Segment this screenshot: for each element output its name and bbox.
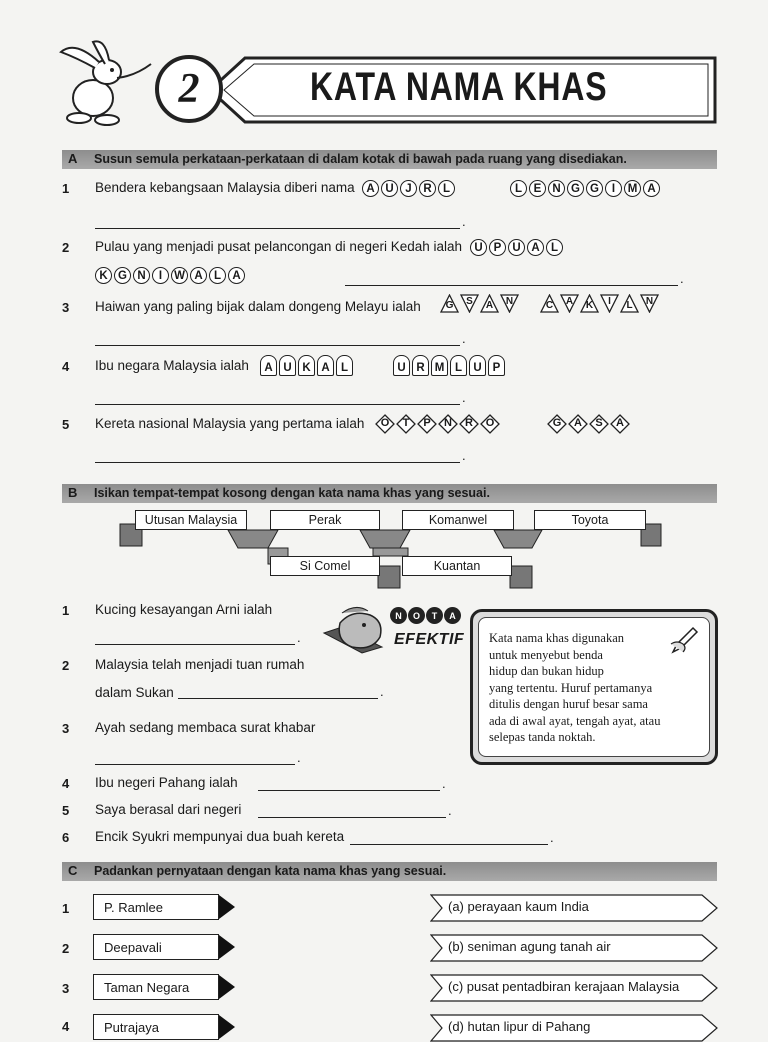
letter-tiles [260, 355, 353, 376]
header-banner [150, 55, 720, 125]
answer-line[interactable] [350, 844, 548, 845]
question-number: 5 [62, 803, 70, 818]
letter-tile: O [375, 414, 395, 434]
question-number: 3 [62, 300, 70, 315]
letter-tile: G [586, 180, 603, 197]
question-text: Pulau yang menjadi pusat pelancongan di negeri Kedah ialah [95, 239, 463, 254]
letter-tile: A [527, 239, 544, 256]
note-text: Kata nama khas digunakan untuk menyebut benda hidup dan bukan hidup yang tertentu. Huruf pertamanya ditulis dengan huruf besar sama ada di awal ayat, tengah ayat, atau selepas tanda noktah. [489, 631, 661, 744]
answer-line[interactable] [258, 817, 446, 818]
match-left-item[interactable]: Putrajaya [93, 1014, 219, 1040]
section-letter: B [68, 485, 78, 500]
period: . [442, 776, 446, 791]
letter-tile: A [610, 414, 630, 434]
letter-tile: U [470, 239, 487, 256]
letter-tile: N [548, 180, 565, 197]
question-text: Ibu negara Malaysia ialah [95, 358, 249, 373]
arrow-right-icon [219, 935, 235, 959]
letter-tile: L [450, 355, 467, 376]
question-text: Ibu negeri Pahang ialah [95, 775, 238, 790]
letter-tile: G [567, 180, 584, 197]
chapter-number-badge [155, 55, 223, 123]
rabbit-mascot-icon [55, 38, 165, 128]
letter-tile: K [580, 294, 599, 313]
letter-tiles [510, 180, 660, 197]
section-letter: A [68, 151, 78, 166]
period: . [680, 271, 684, 286]
word-box: Utusan Malaysia [135, 510, 247, 530]
period: . [462, 448, 466, 463]
letter-tile: L [620, 294, 639, 313]
section-letter: C [68, 863, 78, 878]
match-number: 4 [62, 1019, 70, 1034]
letter-tile: T [396, 414, 416, 434]
section-instruction: Padankan pernyataan dengan kata nama khas yang sesuai. [94, 864, 447, 878]
answer-line[interactable] [95, 764, 295, 765]
letter-tile: P [489, 239, 506, 256]
question-text: Malaysia telah menjadi tuan rumah [95, 657, 305, 672]
letter-tile: L [438, 180, 455, 197]
word-box: Perak [270, 510, 380, 530]
section-b-header [62, 484, 717, 503]
letter-tiles [470, 239, 563, 256]
letter-tile: A [568, 414, 588, 434]
question-number: 5 [62, 417, 70, 432]
match-left-item[interactable]: P. Ramlee [93, 894, 219, 920]
letter-tile: E [529, 180, 546, 197]
letter-tile: A [560, 294, 579, 313]
word-box: Kuantan [402, 556, 512, 576]
note-box [470, 609, 718, 765]
letter-tile: G [547, 414, 567, 434]
letter-tile: P [488, 355, 505, 376]
letter-tile: G [440, 294, 459, 313]
letter-tile: R [419, 180, 436, 197]
letter-tile: S [460, 294, 479, 313]
letter-tile: A [480, 294, 499, 313]
dolphin-mascot-icon [322, 603, 472, 663]
match-number: 3 [62, 981, 70, 996]
answer-line[interactable] [345, 285, 678, 286]
letter-tile: U [508, 239, 525, 256]
letter-tiles [362, 180, 455, 197]
letter-tile: U [469, 355, 486, 376]
letter-tile: A [190, 267, 207, 284]
period: . [297, 750, 301, 765]
period: . [550, 830, 554, 845]
letter-tile: N [500, 294, 519, 313]
letter-tile: K [298, 355, 315, 376]
arrow-right-icon [219, 1015, 235, 1039]
letter-tile: A [643, 180, 660, 197]
match-number: 2 [62, 941, 70, 956]
question-number: 6 [62, 830, 70, 845]
question-number: 3 [62, 721, 70, 736]
letter-tile: A [317, 355, 334, 376]
letter-tiles [375, 414, 500, 434]
answer-line[interactable] [95, 228, 460, 229]
letter-tile: K [95, 267, 112, 284]
section-a-header [62, 150, 717, 169]
word-box: Komanwel [402, 510, 514, 530]
question-text: Haiwan yang paling bijak dalam dongeng Melayu ialah [95, 299, 421, 314]
question-text: Saya berasal dari negeri [95, 802, 242, 817]
letter-tile: A [362, 180, 379, 197]
pen-icon [669, 626, 699, 659]
letter-tile: U [381, 180, 398, 197]
section-instruction: Susun semula perkataan-perkataan di dalam kotak di bawah pada ruang yang disediakan. [94, 152, 627, 166]
letter-tiles [440, 294, 519, 313]
question-number: 2 [62, 658, 70, 673]
letter-tile: U [393, 355, 410, 376]
word-box: Toyota [534, 510, 646, 530]
letter-tile: J [400, 180, 417, 197]
letter-tiles [393, 355, 505, 376]
period: . [462, 390, 466, 405]
letter-tile: N [438, 414, 458, 434]
chapter-number: 2 [178, 66, 200, 112]
question-number: 4 [62, 776, 70, 791]
letter-tile: L [510, 180, 527, 197]
match-left-item[interactable]: Deepavali [93, 934, 219, 960]
question-text: Encik Syukri mempunyai dua buah kereta [95, 829, 345, 844]
period: . [448, 803, 452, 818]
letter-tile: M [624, 180, 641, 197]
question-text: Ayah sedang membaca surat khabar [95, 720, 316, 735]
answer-line[interactable] [95, 345, 460, 346]
letter-tile: P [417, 414, 437, 434]
question-text: Bendera kebangsaan Malaysia diberi nama [95, 180, 355, 195]
letter-tiles [547, 414, 630, 434]
period: . [462, 331, 466, 346]
letter-tile: A [228, 267, 245, 284]
letter-tile: L [209, 267, 226, 284]
letter-tile: L [546, 239, 563, 256]
question-text: Kereta nasional Malaysia yang pertama ialah [95, 416, 365, 431]
section-c-header [62, 862, 717, 881]
answer-line[interactable] [95, 404, 460, 405]
arrow-right-icon [219, 895, 235, 919]
question-number: 1 [62, 181, 70, 196]
letter-tile: W [171, 267, 188, 284]
answer-line[interactable] [258, 790, 440, 791]
question-number: 1 [62, 603, 70, 618]
arrow-right-icon [219, 975, 235, 999]
period: . [297, 630, 301, 645]
period: . [462, 214, 466, 229]
letter-tile: M [431, 355, 448, 376]
answer-line[interactable] [178, 698, 378, 699]
letter-tiles [540, 294, 659, 313]
letter-tile: R [459, 414, 479, 434]
answer-line[interactable] [95, 644, 295, 645]
letter-tile: N [640, 294, 659, 313]
letter-tiles [95, 267, 245, 284]
letter-tile: C [540, 294, 559, 313]
word-box: Si Comel [270, 556, 380, 576]
letter-tile: S [589, 414, 609, 434]
letter-tile: O [480, 414, 500, 434]
letter-tile: A [260, 355, 277, 376]
letter-tile: I [152, 267, 169, 284]
question-text: dalam Sukan [95, 685, 174, 700]
page-title: KATA NAMA KHAS [310, 65, 608, 109]
question-number: 2 [62, 240, 70, 255]
match-number: 1 [62, 901, 70, 916]
section-instruction: Isikan tempat-tempat kosong dengan kata nama khas yang sesuai. [94, 486, 490, 500]
match-left-item[interactable]: Taman Negara [93, 974, 219, 1000]
letter-tile: I [600, 294, 619, 313]
nota-badge-row: N O T A [390, 607, 461, 624]
question-number: 4 [62, 359, 70, 374]
letter-tile: G [114, 267, 131, 284]
letter-tile: R [412, 355, 429, 376]
efektif-label: EFEKTIF [394, 631, 465, 648]
letter-tile: U [279, 355, 296, 376]
question-text: Kucing kesayangan Arni ialah [95, 602, 273, 617]
letter-tile: I [605, 180, 622, 197]
letter-tile: L [336, 355, 353, 376]
letter-tile: N [133, 267, 150, 284]
period: . [380, 684, 384, 699]
answer-line[interactable] [95, 462, 460, 463]
word-bank [118, 506, 663, 596]
